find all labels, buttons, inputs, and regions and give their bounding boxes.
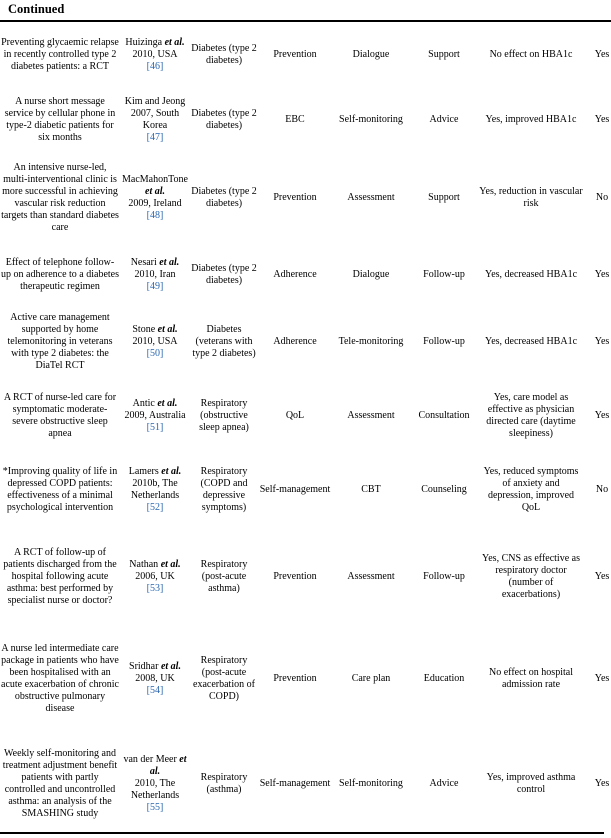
outcome-cell <box>478 527 584 627</box>
author-name: van der Meer <box>123 754 177 765</box>
focus-text: Prevention <box>273 571 317 582</box>
role-cell <box>410 627 478 731</box>
role-text: Counseling <box>421 483 467 495</box>
method-cell <box>332 88 410 151</box>
focus-text: Prevention <box>273 192 317 203</box>
effective-cell <box>584 304 611 379</box>
reference-link: [54] <box>146 685 164 696</box>
outcome-cell <box>478 88 584 151</box>
method-text: Assessment <box>347 192 395 203</box>
year-place: 2009, Australia <box>124 409 186 421</box>
study-title: A RCT of follow-up of patients discharged from the hospital following acute asthma: best performed by specialist nurse or doctor? <box>3 547 117 606</box>
effective-text: No <box>595 192 609 203</box>
method-cell <box>332 304 410 379</box>
author-cell <box>120 245 190 304</box>
author-name: Nesari <box>130 256 157 268</box>
focus-text: Self-management <box>259 483 331 495</box>
focus-text: Adherence <box>273 335 317 347</box>
effective-text: Yes <box>594 113 610 125</box>
et-al-text: et al. <box>159 256 180 268</box>
reference-link: [47] <box>146 131 164 143</box>
focus-cell <box>258 245 332 304</box>
method-cell <box>332 22 410 88</box>
population-text: Diabetes (type 2 diabetes) <box>191 262 257 286</box>
population-cell <box>190 22 258 88</box>
outcome-text: Yes, improved asthma control <box>486 772 576 795</box>
outcome-text: Yes, reduction in vascular risk <box>479 186 583 209</box>
outcome-cell <box>478 379 584 452</box>
population-text: Respiratory (asthma) <box>200 772 248 795</box>
year-place: 2007, South Korea <box>130 107 180 131</box>
outcome-text: No effect on HBA1c <box>489 49 573 60</box>
method-cell <box>332 379 410 452</box>
study-title-cell <box>0 452 120 527</box>
reference-link: [53] <box>146 583 164 594</box>
effective-text: Yes <box>594 335 610 347</box>
effective-cell <box>584 88 611 151</box>
population-cell <box>190 452 258 527</box>
year-place: 2010, USA <box>132 49 178 60</box>
study-title: A nurse short message service by cellular phone in type-2 diabetic patients for six months <box>4 95 116 143</box>
method-text: Self-monitoring <box>339 778 403 789</box>
role-text: Education <box>423 673 465 684</box>
population-cell <box>190 304 258 379</box>
role-cell <box>410 245 478 304</box>
study-title: Preventing glycaemic relapse in recently controlled type 2 diabetes patients: a RCT <box>1 37 119 72</box>
outcome-text: Yes, care model as effective as physician directed care (daytime sleepiness) <box>486 391 576 439</box>
author-name: Kim and Jeong <box>124 95 186 107</box>
role-cell <box>410 304 478 379</box>
table-row <box>0 452 611 527</box>
role-cell <box>410 22 478 88</box>
author-name: Huizinga <box>125 37 163 48</box>
focus-text: Adherence <box>273 268 317 280</box>
table-row <box>0 88 611 151</box>
study-title: A nurse led intermediate care package in patients who have been hospitalised with an acute exacerbation of chronic obstructive pulmonary disease <box>1 643 119 714</box>
et-al-text: et al. <box>145 186 165 197</box>
role-cell <box>410 379 478 452</box>
population-text: Diabetes (type 2 diabetes) <box>191 186 257 209</box>
outcome-text: Yes, decreased HBA1c <box>484 268 578 280</box>
method-cell <box>332 527 410 627</box>
effective-cell <box>584 627 611 731</box>
author-name: Stone <box>132 323 156 335</box>
effective-cell <box>584 527 611 627</box>
focus-text: QoL <box>285 409 305 421</box>
method-cell <box>332 731 410 837</box>
et-al-text: et al. <box>160 661 181 672</box>
population-text: Diabetes (type 2 diabetes) <box>191 43 257 66</box>
study-title: Active care management supported by home telemonitoring in veterans with type 2 diabetes: the DiaTel RCT <box>7 311 113 371</box>
population-text: Respiratory (obstructive sleep apnea) <box>199 397 249 433</box>
study-title-cell <box>0 22 120 88</box>
outcome-cell <box>478 731 584 837</box>
table-header <box>0 0 611 22</box>
role-text: Consultation <box>418 409 470 421</box>
outcome-text: Yes, reduced symptoms of anxiety and depression, improved QoL <box>483 465 579 513</box>
year-place: 2010, USA <box>132 335 178 347</box>
role-cell <box>410 151 478 245</box>
study-title-cell <box>0 245 120 304</box>
focus-text: Prevention <box>273 49 317 60</box>
author-name: MacMahonTone <box>122 174 188 185</box>
table-row <box>0 304 611 379</box>
method-cell <box>332 245 410 304</box>
author-cell <box>120 88 190 151</box>
population-cell <box>190 731 258 837</box>
method-cell <box>332 627 410 731</box>
method-text: CBT <box>361 483 381 495</box>
focus-text: Self-management <box>259 778 331 789</box>
study-title-cell <box>0 151 120 245</box>
role-text: Follow-up <box>423 268 465 280</box>
year-place: 2009, Ireland <box>128 198 182 209</box>
method-text: Assessment <box>347 571 395 582</box>
focus-cell <box>258 731 332 837</box>
author-cell <box>120 151 190 245</box>
et-al-text: et al. <box>161 465 182 477</box>
focus-text: Prevention <box>273 673 317 684</box>
outcome-cell <box>478 304 584 379</box>
author-cell <box>120 527 190 627</box>
reference-link: [52] <box>146 501 164 513</box>
continued-label: Continued <box>8 2 65 16</box>
year-place: 2008, UK <box>135 673 175 684</box>
focus-cell <box>258 304 332 379</box>
effective-text: Yes <box>594 571 610 582</box>
focus-cell <box>258 88 332 151</box>
studies-table <box>0 22 611 837</box>
role-text: Advice <box>429 778 459 789</box>
reference-link: [51] <box>146 421 164 433</box>
author-name: Sridhar <box>129 661 159 672</box>
study-title: Weekly self-monitoring and treatment adjustment benefit patients with partly controlled and uncontrolled asthma: an analysis of the SMASHING study <box>2 748 118 819</box>
table-row <box>0 527 611 627</box>
effective-cell <box>584 452 611 527</box>
effective-cell <box>584 22 611 88</box>
method-text: Dialogue <box>352 268 390 280</box>
role-text: Support <box>428 49 460 60</box>
year-place: 2010, The Netherlands <box>130 778 180 801</box>
outcome-cell <box>478 627 584 731</box>
year-place: 2006, UK <box>135 571 175 582</box>
effective-cell <box>584 379 611 452</box>
outcome-text: Yes, CNS as effective as respiratory doctor (number of exacerbations) <box>482 553 580 600</box>
study-title: An intensive nurse-led, multi-interventional clinic is more successful in achieving vascular risk reduction targets than standard diabetes care <box>1 162 119 233</box>
table-row <box>0 22 611 88</box>
author-cell <box>120 22 190 88</box>
population-cell <box>190 151 258 245</box>
author-cell <box>120 731 190 837</box>
effective-text: Yes <box>594 409 610 421</box>
study-title: Effect of telephone follow-up on adherence to a diabetes therapeutic regimen <box>1 256 120 292</box>
reference-link: [48] <box>146 210 164 221</box>
population-text: Diabetes (veterans with type 2 diabetes) <box>192 323 256 359</box>
studies-table-body <box>0 22 611 837</box>
method-text: Dialogue <box>352 49 390 60</box>
method-cell <box>332 151 410 245</box>
year-place: 2010b, The Netherlands <box>130 477 180 501</box>
table-row <box>0 151 611 245</box>
population-cell <box>190 245 258 304</box>
outcome-cell <box>478 22 584 88</box>
year-place: 2010, Iran <box>134 268 176 280</box>
focus-cell <box>258 527 332 627</box>
study-title: A RCT of nurse-led care for symptomatic moderate-severe obstructive sleep apnea <box>3 391 117 439</box>
author-cell <box>120 627 190 731</box>
study-title-cell <box>0 731 120 837</box>
reference-link: [50] <box>146 347 164 359</box>
role-text: Follow-up <box>423 571 465 582</box>
focus-cell <box>258 22 332 88</box>
effective-cell <box>584 151 611 245</box>
table-row <box>0 379 611 452</box>
author-name: Lamers <box>128 465 159 477</box>
table-row <box>0 627 611 731</box>
outcome-cell <box>478 452 584 527</box>
table-row <box>0 245 611 304</box>
outcome-cell <box>478 245 584 304</box>
bottom-rule <box>0 832 604 834</box>
population-cell <box>190 88 258 151</box>
study-title-cell <box>0 304 120 379</box>
population-text: Diabetes (type 2 diabetes) <box>191 107 257 131</box>
role-cell <box>410 527 478 627</box>
effective-text: Yes <box>594 49 610 60</box>
method-text: Assessment <box>347 409 395 421</box>
reference-link: [55] <box>146 802 164 813</box>
method-text: Tele-monitoring <box>338 335 404 347</box>
author-cell <box>120 452 190 527</box>
author-cell <box>120 379 190 452</box>
et-al-text: et al. <box>164 37 185 48</box>
role-text: Follow-up <box>423 335 465 347</box>
reference-link: [49] <box>146 280 164 292</box>
study-title-cell <box>0 627 120 731</box>
effective-text: No <box>595 483 609 495</box>
author-name: Antic <box>132 397 155 409</box>
study-title-cell <box>0 527 120 627</box>
effective-cell <box>584 731 611 837</box>
role-text: Support <box>428 192 460 203</box>
role-cell <box>410 88 478 151</box>
focus-cell <box>258 151 332 245</box>
outcome-text: Yes, improved HBA1c <box>485 113 577 125</box>
outcome-text: No effect on hospital admission rate <box>489 667 573 690</box>
outcome-text: Yes, decreased HBA1c <box>484 335 578 347</box>
population-cell <box>190 527 258 627</box>
effective-cell <box>584 245 611 304</box>
population-cell <box>190 627 258 731</box>
population-text: Respiratory (post-acute exacerbation of COPD) <box>193 655 255 702</box>
study-title-cell <box>0 379 120 452</box>
focus-cell <box>258 379 332 452</box>
population-text: Respiratory (COPD and depressive symptoms) <box>200 465 248 513</box>
et-al-text: et al. <box>157 323 178 335</box>
population-cell <box>190 379 258 452</box>
role-cell <box>410 731 478 837</box>
role-cell <box>410 452 478 527</box>
effective-text: Yes <box>594 778 610 789</box>
focus-cell <box>258 627 332 731</box>
population-text: Respiratory (post-acute asthma) <box>200 559 248 594</box>
et-al-text: et al. <box>149 754 187 777</box>
et-al-text: et al. <box>160 559 181 570</box>
method-cell <box>332 452 410 527</box>
method-text: Care plan <box>351 673 391 684</box>
study-title: *Improving quality of life in depressed COPD patients: effectiveness of a minimal psychological intervention <box>2 465 118 513</box>
author-cell <box>120 304 190 379</box>
author-name: Nathan <box>129 559 159 570</box>
et-al-text: et al. <box>157 397 178 409</box>
reference-link: [46] <box>146 61 164 72</box>
method-text: Self-monitoring <box>339 113 403 125</box>
role-text: Advice <box>429 113 459 125</box>
outcome-cell <box>478 151 584 245</box>
focus-cell <box>258 452 332 527</box>
effective-text: Yes <box>594 268 610 280</box>
study-title-cell <box>0 88 120 151</box>
focus-text: EBC <box>285 113 305 125</box>
table-row <box>0 731 611 837</box>
effective-text: Yes <box>594 673 610 684</box>
